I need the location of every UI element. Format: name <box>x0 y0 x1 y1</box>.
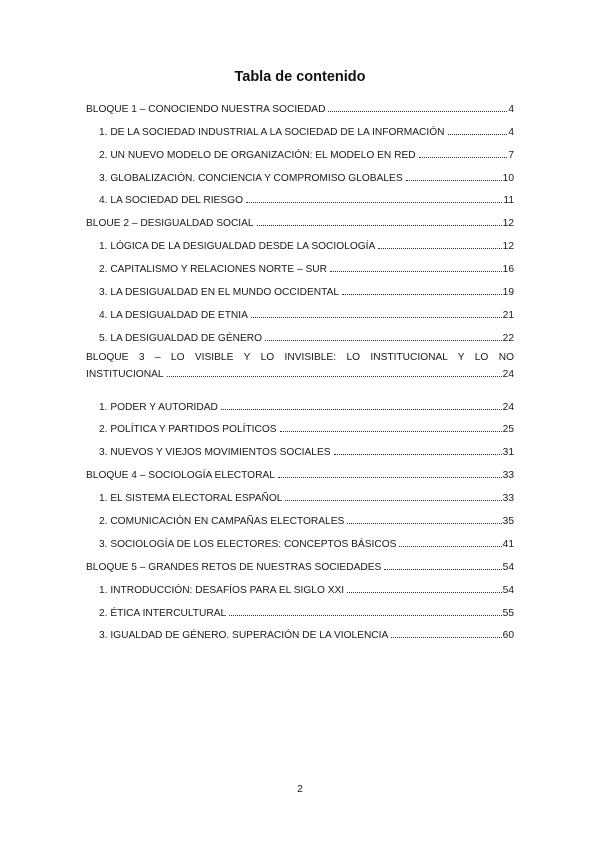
toc-entry-label: 1. EL SISTEMA ELECTORAL ESPAÑOL <box>99 493 283 505</box>
toc-entry-label: 1. LÓGICA DE LA DESIGUALDAD DESDE LA SOCIOLOGÍA <box>99 241 376 253</box>
toc-entry-2-1[interactable] <box>86 229 514 252</box>
toc-entry-page: 33 <box>502 470 514 482</box>
toc-entry-page: 10 <box>502 172 514 184</box>
dot-leader <box>328 110 507 112</box>
toc-entry-page: 35 <box>502 516 514 528</box>
page-number: 2 <box>297 783 303 795</box>
dot-leader <box>391 636 501 638</box>
toc-entry-4-1[interactable] <box>86 481 514 504</box>
toc-entry-label-line2: INSTITUCIONAL <box>86 368 164 380</box>
toc-entry-page: 25 <box>502 424 514 436</box>
table-of-contents <box>86 92 514 641</box>
toc-entry-page: 22 <box>502 332 514 344</box>
toc-entry-label: BLOQUE 4 – SOCIOLOGÍA ELECTORAL <box>86 470 275 482</box>
dot-leader <box>448 133 508 135</box>
toc-entry-5-2[interactable] <box>86 596 514 619</box>
toc-entry-page: 24 <box>502 368 514 380</box>
dot-leader <box>229 614 501 616</box>
toc-entry-3-3[interactable] <box>86 435 514 458</box>
dot-leader <box>251 316 502 318</box>
toc-entry-label: 5. LA DESIGUALDAD DE GÉNERO <box>99 332 263 344</box>
toc-entry-label: BLOQUE 5 – GRANDES RETOS DE NUESTRAS SOCIEDADES <box>86 561 382 573</box>
toc-entry-3-1[interactable] <box>86 390 514 413</box>
toc-entry-label: 2. UN NUEVO MODELO DE ORGANIZACIÓN: EL MODELO EN RED <box>99 149 416 161</box>
toc-entry-page: 12 <box>502 241 514 253</box>
toc-entry-label: BLOQUE 1 – CONOCIENDO NUESTRA SOCIEDAD <box>86 103 326 115</box>
toc-entry-label-line1: BLOQUE 3 – LO VISIBLE Y LO INVISIBLE: LO INSTITUCIONAL Y LO NO <box>86 351 514 363</box>
toc-entry-2-3[interactable] <box>86 275 514 298</box>
dot-leader <box>280 430 502 432</box>
toc-entry-2-2[interactable] <box>86 252 514 275</box>
toc-entry-line2 <box>86 367 514 380</box>
toc-entry-label: 2. POLÍTICA Y PARTIDOS POLÍTICOS <box>99 424 277 436</box>
toc-entry-page: 4 <box>508 126 514 138</box>
dot-leader <box>257 224 502 226</box>
toc-entry-page: 33 <box>502 493 514 505</box>
dot-leader <box>347 522 501 524</box>
dot-leader <box>278 476 502 478</box>
toc-entry-4-2[interactable] <box>86 504 514 527</box>
dot-leader <box>378 247 501 249</box>
toc-entry-page: 41 <box>502 538 514 550</box>
toc-entry-label: 1. INTRODUCCIÓN: DESAFÍOS PARA EL SIGLO XXI <box>99 584 345 596</box>
toc-entry-page: 12 <box>502 218 514 230</box>
toc-entry-label: 4. LA SOCIEDAD DEL RIESGO <box>99 195 243 207</box>
toc-entry-label: 3. NUEVOS Y VIEJOS MOVIMIENTOS SOCIALES <box>99 447 331 459</box>
toc-entry-page: 11 <box>503 195 514 207</box>
toc-entry-label: 3. IGUALDAD DE GÉNERO. SUPERACIÓN DE LA VIOLENCIA <box>99 630 389 642</box>
dot-leader <box>347 591 502 593</box>
dot-leader <box>265 339 502 341</box>
toc-entry-1-4[interactable] <box>86 184 514 207</box>
dot-leader <box>384 568 501 570</box>
toc-entry-label: 1. PODER Y AUTORIDAD <box>99 401 218 413</box>
toc-entry-3-2[interactable] <box>86 413 514 436</box>
toc-entry-page: 7 <box>508 149 514 161</box>
toc-entry-label: 3. LA DESIGUALDAD EN EL MUNDO OCCIDENTAL <box>99 287 340 299</box>
toc-entry-label: 4. LA DESIGUALDAD DE ETNIA <box>99 309 248 321</box>
dot-leader <box>221 408 502 410</box>
toc-entry-page: 4 <box>508 103 514 115</box>
toc-entry-2-4[interactable] <box>86 298 514 321</box>
toc-entry-page: 60 <box>502 630 514 642</box>
toc-title: Tabla de contenido <box>234 69 366 85</box>
dot-leader <box>342 293 502 295</box>
toc-entry-2-5[interactable] <box>86 321 514 344</box>
toc-entry-label: 2. ÉTICA INTERCULTURAL <box>99 607 227 619</box>
toc-entry-bloque-1[interactable] <box>86 92 514 115</box>
toc-entry-page: 19 <box>502 287 514 299</box>
dot-leader <box>406 179 502 181</box>
toc-entry-5-3[interactable] <box>86 619 514 642</box>
toc-entry-label: BLOUE 2 – DESIGUALDAD SOCIAL <box>86 218 254 230</box>
toc-entry-5-1[interactable] <box>86 573 514 596</box>
dot-leader <box>334 453 502 455</box>
toc-entry-label: 2. CAPITALISMO Y RELACIONES NORTE – SUR <box>99 264 327 276</box>
toc-entry-1-3[interactable] <box>86 161 514 184</box>
toc-entry-page: 54 <box>502 584 514 596</box>
toc-entry-label: 3. SOCIOLOGÍA DE LOS ELECTORES: CONCEPTOS BÁSICOS <box>99 538 397 550</box>
toc-entry-bloque-4[interactable] <box>86 458 514 481</box>
toc-entry-page: 21 <box>502 309 514 321</box>
toc-entry-page: 55 <box>502 607 514 619</box>
toc-entry-4-3[interactable] <box>86 527 514 550</box>
toc-entry-page: 54 <box>502 561 514 573</box>
toc-entry-label: 2. COMUNICACIÓN EN CAMPAÑAS ELECTORALES <box>99 516 345 528</box>
dot-leader <box>330 270 502 272</box>
toc-entry-page: 31 <box>502 447 514 459</box>
toc-entry-1-2[interactable] <box>86 138 514 161</box>
toc-entry-bloque-5[interactable] <box>86 550 514 573</box>
toc-entry-bloque-3[interactable] <box>86 344 514 380</box>
toc-entry-page: 24 <box>502 401 514 413</box>
toc-entry-label: 1. DE LA SOCIEDAD INDUSTRIAL A LA SOCIEDAD DE LA INFORMACIÓN <box>99 126 445 138</box>
dot-leader <box>419 156 508 158</box>
dot-leader <box>246 201 502 203</box>
dot-leader <box>399 545 501 547</box>
toc-entry-1-1[interactable] <box>86 115 514 138</box>
toc-entry-page: 16 <box>502 264 514 276</box>
toc-entry-bloque-2[interactable] <box>86 206 514 229</box>
dot-leader <box>285 499 501 501</box>
toc-entry-label: 3. GLOBALIZACIÓN. CONCIENCIA Y COMPROMISO GLOBALES <box>99 172 403 184</box>
dot-leader <box>167 375 502 377</box>
